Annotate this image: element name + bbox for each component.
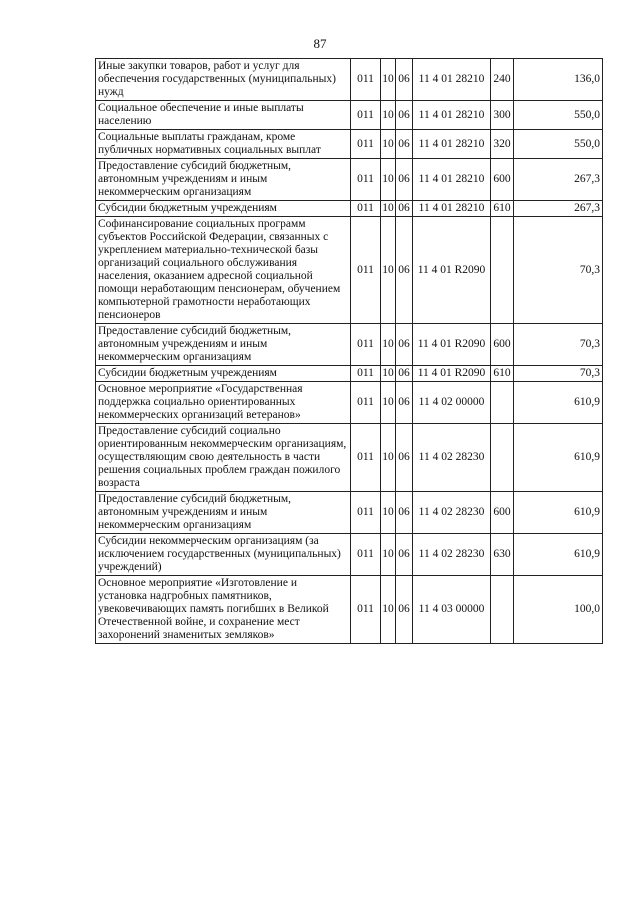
section-code-cell: 10 bbox=[381, 324, 396, 366]
section-code-cell: 10 bbox=[381, 201, 396, 217]
amount-cell: 100,0 bbox=[514, 576, 603, 644]
grbs-code-cell: 011 bbox=[351, 59, 381, 101]
subsection-code-cell: 06 bbox=[396, 324, 413, 366]
expense-type-cell: 630 bbox=[491, 534, 514, 576]
expense-type-cell: 320 bbox=[491, 130, 514, 159]
subsection-code-cell: 06 bbox=[396, 576, 413, 644]
subsection-code-cell: 06 bbox=[396, 424, 413, 492]
row-name-cell: Субсидии бюджетным учреждениям bbox=[96, 366, 351, 382]
row-name-cell: Иные закупки товаров, работ и услуг для обеспечения государственных (муниципальных) нужд bbox=[96, 59, 351, 101]
target-article-cell: 11 4 01 28210 bbox=[413, 159, 491, 201]
target-article-cell: 11 4 01 R2090 bbox=[413, 217, 491, 324]
grbs-code-cell: 011 bbox=[351, 492, 381, 534]
expense-type-cell: 240 bbox=[491, 59, 514, 101]
target-article-cell: 11 4 01 R2090 bbox=[413, 366, 491, 382]
expense-type-cell: 600 bbox=[491, 159, 514, 201]
grbs-code-cell: 011 bbox=[351, 159, 381, 201]
amount-cell: 610,9 bbox=[514, 424, 603, 492]
row-name-cell: Социальные выплаты гражданам, кроме публичных нормативных социальных выплат bbox=[96, 130, 351, 159]
row-name-cell: Софинансирование социальных программ субъектов Российской Федерации, связанных с укреплением материально-технической базы организаций социального обслуживания населения, оказанием адресной социальной помощи неработающим пенсионерам, обучением компьютерной грамотности неработающих пенсионеров bbox=[96, 217, 351, 324]
row-name-cell: Предоставление субсидий бюджетным, автономным учреждениям и иным некоммерческим организациям bbox=[96, 492, 351, 534]
table-row bbox=[96, 130, 603, 159]
row-name-cell: Предоставление субсидий бюджетным, автономным учреждениям и иным некоммерческим организациям bbox=[96, 324, 351, 366]
subsection-code-cell: 06 bbox=[396, 59, 413, 101]
subsection-code-cell: 06 bbox=[396, 492, 413, 534]
row-name-cell: Социальное обеспечение и иные выплаты населению bbox=[96, 101, 351, 130]
grbs-code-cell: 011 bbox=[351, 382, 381, 424]
table-row bbox=[96, 217, 603, 324]
amount-cell: 267,3 bbox=[514, 201, 603, 217]
section-code-cell: 10 bbox=[381, 59, 396, 101]
expense-type-cell: 300 bbox=[491, 101, 514, 130]
expense-type-cell bbox=[491, 382, 514, 424]
amount-cell: 70,3 bbox=[514, 324, 603, 366]
grbs-code-cell: 011 bbox=[351, 366, 381, 382]
amount-cell: 610,9 bbox=[514, 382, 603, 424]
section-code-cell: 10 bbox=[381, 382, 396, 424]
row-name-cell: Основное мероприятие «Государственная поддержка социально ориентированных некоммерческих организаций ветеранов» bbox=[96, 382, 351, 424]
target-article-cell: 11 4 03 00000 bbox=[413, 576, 491, 644]
subsection-code-cell: 06 bbox=[396, 217, 413, 324]
table-row bbox=[96, 366, 603, 382]
row-name-cell: Субсидии бюджетным учреждениям bbox=[96, 201, 351, 217]
row-name-cell: Основное мероприятие «Изготовление и установка надгробных памятников, увековечивающих память погибших в Великой Отечественной войне, и сохранение мест захоронений знаменитых земляков» bbox=[96, 576, 351, 644]
target-article-cell: 11 4 02 00000 bbox=[413, 382, 491, 424]
section-code-cell: 10 bbox=[381, 130, 396, 159]
row-name-cell: Предоставление субсидий бюджетным, автономным учреждениям и иным некоммерческим организациям bbox=[96, 159, 351, 201]
table-row bbox=[96, 576, 603, 644]
section-code-cell: 10 bbox=[381, 534, 396, 576]
subsection-code-cell: 06 bbox=[396, 534, 413, 576]
subsection-code-cell: 06 bbox=[396, 366, 413, 382]
amount-cell: 610,9 bbox=[514, 492, 603, 534]
expense-type-cell: 610 bbox=[491, 201, 514, 217]
amount-cell: 136,0 bbox=[514, 59, 603, 101]
section-code-cell: 10 bbox=[381, 424, 396, 492]
target-article-cell: 11 4 02 28230 bbox=[413, 424, 491, 492]
amount-cell: 550,0 bbox=[514, 130, 603, 159]
section-code-cell: 10 bbox=[381, 366, 396, 382]
grbs-code-cell: 011 bbox=[351, 130, 381, 159]
row-name-cell: Субсидии некоммерческим организациям (за исключением государственных (муниципальных) учреждений) bbox=[96, 534, 351, 576]
expense-type-cell bbox=[491, 576, 514, 644]
expense-type-cell bbox=[491, 217, 514, 324]
grbs-code-cell: 011 bbox=[351, 101, 381, 130]
table-row bbox=[96, 101, 603, 130]
amount-cell: 70,3 bbox=[514, 217, 603, 324]
grbs-code-cell: 011 bbox=[351, 424, 381, 492]
amount-cell: 610,9 bbox=[514, 534, 603, 576]
subsection-code-cell: 06 bbox=[396, 159, 413, 201]
target-article-cell: 11 4 01 28210 bbox=[413, 59, 491, 101]
subsection-code-cell: 06 bbox=[396, 382, 413, 424]
expense-type-cell: 600 bbox=[491, 492, 514, 534]
target-article-cell: 11 4 01 28210 bbox=[413, 201, 491, 217]
table-row bbox=[96, 159, 603, 201]
expense-type-cell: 600 bbox=[491, 324, 514, 366]
grbs-code-cell: 011 bbox=[351, 217, 381, 324]
budget-table-body bbox=[96, 59, 603, 644]
table-row bbox=[96, 324, 603, 366]
amount-cell: 267,3 bbox=[514, 159, 603, 201]
budget-table bbox=[95, 58, 603, 644]
target-article-cell: 11 4 02 28230 bbox=[413, 534, 491, 576]
subsection-code-cell: 06 bbox=[396, 130, 413, 159]
section-code-cell: 10 bbox=[381, 492, 396, 534]
table-row bbox=[96, 534, 603, 576]
target-article-cell: 11 4 01 R2090 bbox=[413, 324, 491, 366]
section-code-cell: 10 bbox=[381, 159, 396, 201]
expense-type-cell bbox=[491, 424, 514, 492]
amount-cell: 70,3 bbox=[514, 366, 603, 382]
subsection-code-cell: 06 bbox=[396, 201, 413, 217]
subsection-code-cell: 06 bbox=[396, 101, 413, 130]
page-number: 87 bbox=[313, 36, 327, 51]
grbs-code-cell: 011 bbox=[351, 201, 381, 217]
section-code-cell: 10 bbox=[381, 576, 396, 644]
table-row bbox=[96, 382, 603, 424]
grbs-code-cell: 011 bbox=[351, 324, 381, 366]
row-name-cell: Предоставление субсидий социально ориентированным некоммерческим организациям, осуществляющим свою деятельность в части решения социальных проблем граждан пожилого возраста bbox=[96, 424, 351, 492]
target-article-cell: 11 4 01 28210 bbox=[413, 130, 491, 159]
grbs-code-cell: 011 bbox=[351, 534, 381, 576]
section-code-cell: 10 bbox=[381, 217, 396, 324]
target-article-cell: 11 4 01 28210 bbox=[413, 101, 491, 130]
section-code-cell: 10 bbox=[381, 101, 396, 130]
target-article-cell: 11 4 02 28230 bbox=[413, 492, 491, 534]
table-row bbox=[96, 424, 603, 492]
table-row bbox=[96, 59, 603, 101]
grbs-code-cell: 011 bbox=[351, 576, 381, 644]
table-row bbox=[96, 492, 603, 534]
amount-cell: 550,0 bbox=[514, 101, 603, 130]
expense-type-cell: 610 bbox=[491, 366, 514, 382]
table-row bbox=[96, 201, 603, 217]
